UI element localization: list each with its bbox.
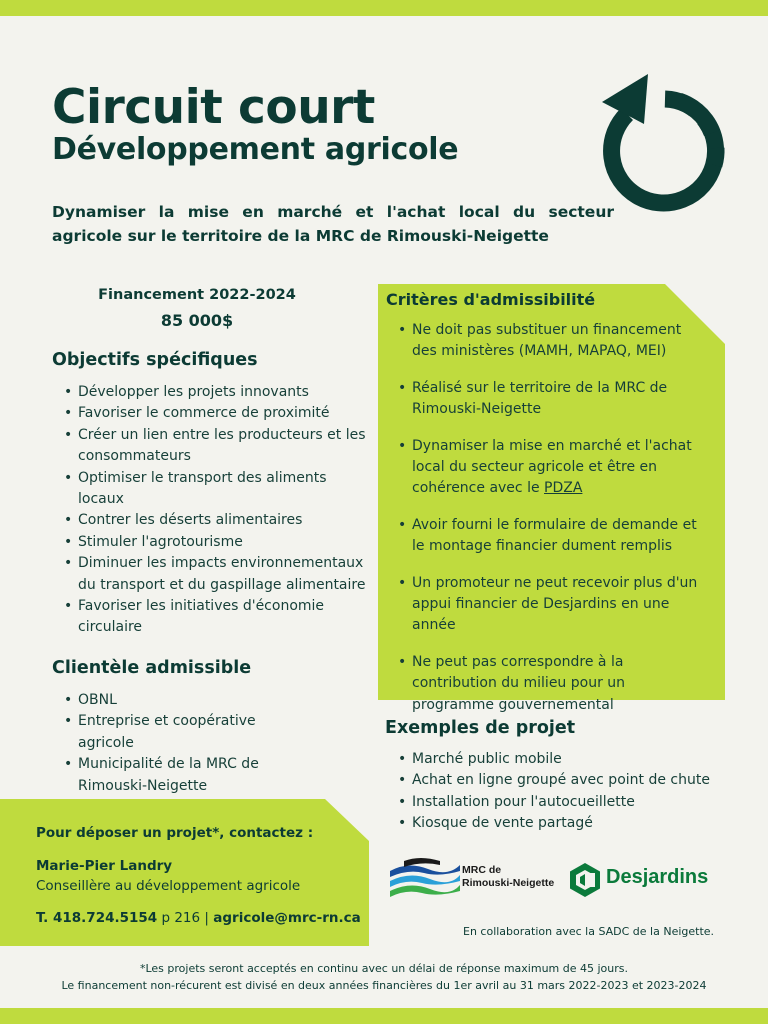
list-item: • Créer un lien entre les producteurs et les consommateurs bbox=[64, 425, 376, 468]
mrc-logo-line1: MRC de bbox=[462, 864, 502, 876]
contact-separator: | bbox=[204, 910, 209, 926]
desjardins-logo-icon bbox=[568, 862, 602, 898]
mrc-logo-line2: Rimouski-Neigette bbox=[462, 877, 555, 889]
contact-email[interactable]: agricole@mrc-rn.ca bbox=[213, 910, 361, 926]
list-item: • Marché public mobile bbox=[398, 749, 728, 770]
contact-phone[interactable]: T. 418.724.5154 bbox=[36, 910, 158, 926]
pdza-link[interactable]: PDZA bbox=[544, 480, 583, 497]
list-item: • Ne peut pas correspondre à la contribution du milieu pour un programme gouvernemental bbox=[398, 652, 703, 716]
list-item bbox=[398, 436, 703, 500]
clientele-list bbox=[64, 690, 294, 797]
contact-block bbox=[36, 825, 361, 926]
list-item: • Favoriser les initiatives d'économie circulaire bbox=[64, 596, 376, 639]
list-item: • Un promoteur ne peut recevoir plus d'un appui financier de Desjardins en une année bbox=[398, 573, 703, 637]
collaboration-note: En collaboration avec la SADC de la Neigette. bbox=[463, 925, 715, 938]
list-item: • Installation pour l'autocueillette bbox=[398, 792, 728, 813]
list-item: • Diminuer les impacts environnementaux du transport et du gaspillage alimentaire bbox=[64, 553, 376, 596]
list-item: • Kiosque de vente partagé bbox=[398, 813, 728, 834]
top-accent-bar bbox=[0, 0, 768, 16]
list-item: • Entreprise et coopérative agricole bbox=[64, 711, 294, 754]
list-item: • Avoir fourni le formulaire de demande et le montage financier dument remplis bbox=[398, 515, 703, 558]
contact-line bbox=[36, 910, 361, 926]
contact-name: Marie-Pier Landry bbox=[36, 858, 173, 874]
footer-line1: *Les projets seront acceptés en continu avec un délai de réponse maximum de 45 jours. bbox=[139, 962, 628, 975]
list-item: • Achat en ligne groupé avec point de chute bbox=[398, 770, 728, 791]
page-title: Circuit court bbox=[52, 80, 375, 135]
list-item: • Municipalité de la MRC de Rimouski-Neigette bbox=[64, 754, 294, 797]
clientele-heading: Clientèle admissible bbox=[52, 658, 252, 678]
desjardins-logo-text: Desjardins bbox=[606, 866, 709, 888]
criteria-list bbox=[398, 320, 703, 731]
tagline: Dynamiser la mise en marché et l'achat local du secteur agricole sur le territoire de la MRC de Rimouski-Neigette bbox=[52, 203, 614, 245]
criteria-text: Dynamiser la mise en marché et l'achat local du secteur agricole et être en cohérence avec le bbox=[412, 437, 692, 497]
list-item: • Contrer les déserts alimentaires bbox=[64, 510, 376, 531]
funding-block bbox=[52, 282, 342, 334]
footer-notes bbox=[0, 960, 768, 994]
contact-intro: Pour déposer un projet*, contactez : bbox=[36, 825, 314, 841]
objectives-heading: Objectifs spécifiques bbox=[52, 350, 258, 370]
list-item: • Optimiser le transport des aliments locaux bbox=[64, 468, 376, 511]
contact-ext: p 216 bbox=[161, 910, 201, 926]
page-subtitle: Développement agricole bbox=[52, 132, 459, 167]
list-item: • OBNL bbox=[64, 690, 294, 711]
contact-role: Conseillère au développement agricole bbox=[36, 878, 301, 894]
criteria-heading: Critères d'admissibilité bbox=[386, 290, 596, 309]
list-item: • Favoriser le commerce de proximité bbox=[64, 403, 376, 424]
objectives-list bbox=[64, 382, 376, 639]
mrc-logo-text bbox=[462, 864, 554, 890]
list-item: • Réalisé sur le territoire de la MRC de Rimouski-Neigette bbox=[398, 378, 703, 421]
list-item: • Développer les projets innovants bbox=[64, 382, 376, 403]
list-item: • Stimuler l'agrotourisme bbox=[64, 532, 376, 553]
examples-list bbox=[398, 749, 728, 835]
funding-label: Financement 2022-2024 bbox=[98, 287, 296, 303]
bottom-accent-bar bbox=[0, 1008, 768, 1024]
funding-amount: 85 000$ bbox=[160, 311, 234, 330]
examples-heading: Exemples de projet bbox=[385, 718, 576, 738]
footer-line2: Le financement non-récurent est divisé en deux années financières du 1er avril au 31 mars 2022-2023 et 2023-2024 bbox=[61, 979, 707, 992]
list-item: • Ne doit pas substituer un financement des ministères (MAMH, MAPAQ, MEI) bbox=[398, 320, 703, 363]
refresh-cycle-icon bbox=[590, 66, 740, 216]
